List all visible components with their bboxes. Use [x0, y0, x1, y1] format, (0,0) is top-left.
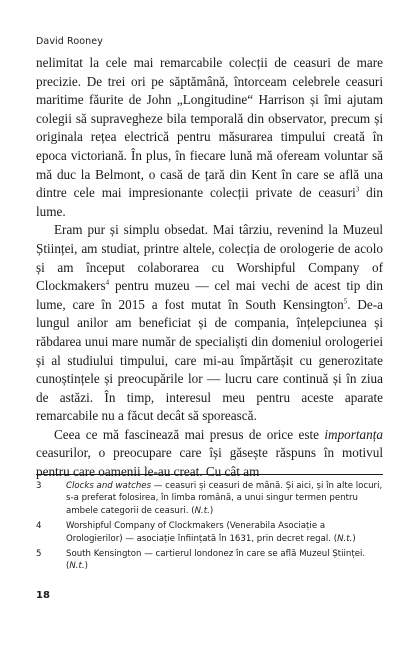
- text-run: Eram pur și simplu obsedat. Mai târziu, revenind la Muzeul Științei, am studiat, printre altele, colecția de orologerie de acolo și am început colaborarea cu Worshipful Company of Clockmakers: [36, 222, 383, 294]
- footnote-ref-4[interactable]: 4: [105, 278, 110, 287]
- text-run: ): [352, 533, 356, 544]
- footnote-divider: [36, 474, 383, 475]
- footnote-4: [36, 520, 383, 545]
- text-run: ceasurilor, o preocupare care își găsește răspuns în motivul pentru care oamenii le-au creat. Cu cât am: [36, 445, 383, 480]
- text-run: din lume.: [36, 185, 383, 219]
- emphasis: N.t.: [194, 505, 210, 516]
- text-run: — ceasuri și ceasuri de mână. Și aici, și în alte locuri, s-a preferat folosirea, în limba română, a unui singur termen pentru ambele categorii de ceasuri. (: [66, 481, 383, 516]
- footnote-text: [66, 548, 383, 573]
- paragraph-1: [36, 54, 383, 221]
- emphasis: N.t.: [69, 561, 85, 572]
- emphasis: N.t.: [337, 533, 353, 544]
- body-text: [36, 54, 383, 482]
- text-run: . De-a lungul anilor am beneficiat și de compania, înțelepciunea și răbdarea unui mare număr de specialiști din domeniul orologeriei și al studiului timpului, care mi-au împărtășit cu generozitate cunoștințele și preocupările lor — lucru care continuă și în ziua de astăzi. În timp, interesul meu pentru aceste aparate remarcabile nu a făcut decât să sporească.: [36, 296, 384, 424]
- page-number: 18: [36, 590, 50, 601]
- text-run: ): [209, 505, 214, 516]
- text-run: ): [84, 561, 88, 572]
- paragraph-2: [36, 221, 383, 426]
- text-run: pentru muzeu — cel mai vechi de acest tip din lume, care în 2015 a fost mutat în South Kensington: [36, 278, 383, 312]
- footnote-number: 3: [36, 481, 42, 491]
- text-run: South Kensington — cartierul londonez în care se află Muzeul Științei. (: [66, 549, 366, 572]
- footnote-5: [36, 548, 383, 573]
- text-run: Ceea ce mă fascinează mai presus de orice este: [54, 426, 325, 442]
- footnote-ref-5[interactable]: 5: [343, 297, 348, 306]
- text-run: nelimitat la cele mai remarcabile colecții de ceasuri de mare precizie. De trei ori pe săptămână, întorceam celebrele ceasuri maritime făurite de John „Longitudine“ Harrison și îmi ajutam colegii să supravegheze bila temporală din observator, precum și originala rețea electrică pentru măsurarea timpului creată în epoca victoriană. În plus, în fiecare lună mă ofeream voluntar să mă duc la Belmont, o casă de țară din Kent în care se află una dintre cele mai impresionante colecții private de ceasuri: [36, 55, 383, 201]
- emphasis: importanța: [324, 426, 383, 442]
- footnotes: [36, 480, 383, 576]
- footnote-number: 4: [36, 521, 42, 532]
- footnote-text: [66, 520, 383, 545]
- emphasis: Clocks and watches: [66, 481, 152, 491]
- text-run: Worshipful Company of Clockmakers (Venerabila Asociație a Orologierilor) — asociație înființată în 1631, prin decret regal. (: [66, 521, 338, 544]
- footnote-ref-3[interactable]: 3: [355, 185, 360, 194]
- running-head: David Rooney: [36, 36, 103, 47]
- footnote-3: [36, 480, 383, 517]
- footnote-text: [66, 480, 383, 517]
- footnote-number: 5: [36, 549, 42, 560]
